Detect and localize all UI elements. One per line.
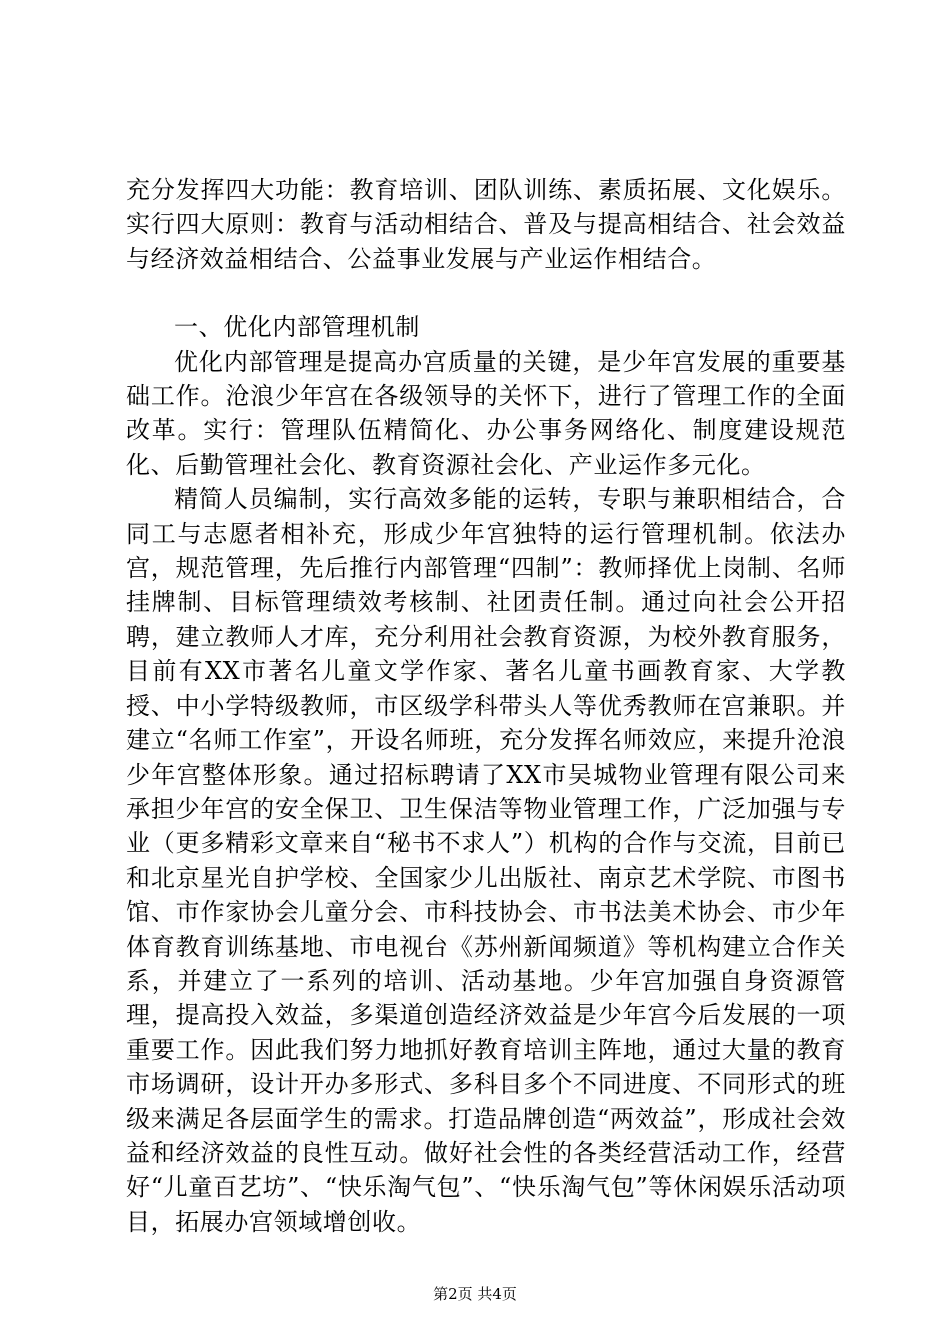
document-body (126, 173, 846, 1239)
section-heading: 一、优化内部管理机制 (174, 313, 420, 342)
paragraph-gap (126, 276, 846, 310)
body-paragraph-2: 精简人员编制，实行高效多能的运转，专职与兼职相结合，合同工与志愿者相补充，形成少年宫独特的运行管理机制。依法办宫，规范管理，先后推行内部管理“四制”：教师择优上岗制、名师挂牌制、目标管理绩效考核制、社团责任制。通过向社会公开招聘，建立教师人才库，充分利用社会教育资源，为校外教育服务，目前有XX市著名儿童文学作家、著名儿童书画教育家、大学教授、中小学特级教师，市区级学科带头人等优秀教师在宫兼职。并建立“名师工作室”，开设名师班，充分发挥名师效应，来提升沧浪少年宫整体形象。通过招标聘请了XX市吴城物业管理有限公司来承担少年宫的安全保卫、卫生保洁等物业管理工作，广泛加强与专业（更多精彩文章来自“秘书不求人”）机构的合作与交流，目前已和北京星光自护学校、全国家少儿出版社、南京艺术学院、市图书馆、市作家协会儿童分会、市科技协会、市书法美术协会、市少年体育教育训练基地、市电视台《苏州新闻频道》等机构建立合作关系，并建立了一系列的培训、活动基地。少年宫加强自身资源管理，提高投入效益，多渠道创造经济效益是少年宫今后发展的一项重要工作。因此我们努力地抓好教育培训主阵地，通过大量的教育市场调研，设计开办多形式、多科目多个不同进度、不同形式的班级来满足各层面学生的需求。打造品牌创造“两效益”，形成社会效益和经济效益的良性互动。做好社会性的各类经营活动工作，经营好“儿童百艺坊”、“快乐淘气包”、“快乐淘气包”等休闲娱乐活动项目，拓展办宫领域增创收。 (126, 485, 846, 1236)
page-footer (0, 1284, 950, 1304)
intro-paragraph: 充分发挥四大功能：教育培训、团队训练、素质拓展、文化娱乐。实行四大原则：教育与活动相结合、普及与提高相结合、社会效益与经济效益相结合、公益事业发展与产业运作相结合。 (126, 176, 846, 273)
body-paragraph-1: 优化内部管理是提高办宫质量的关键，是少年宫发展的重要基础工作。沧浪少年宫在各级领导的关怀下，进行了管理工作的全面改革。实行：管理队伍精简化、办公事务网络化、制度建设规范化、后勤管理社会化、教育资源社会化、产业运作多元化。 (126, 347, 846, 479)
page-number-label: 第2页 共4页 (433, 1285, 517, 1303)
